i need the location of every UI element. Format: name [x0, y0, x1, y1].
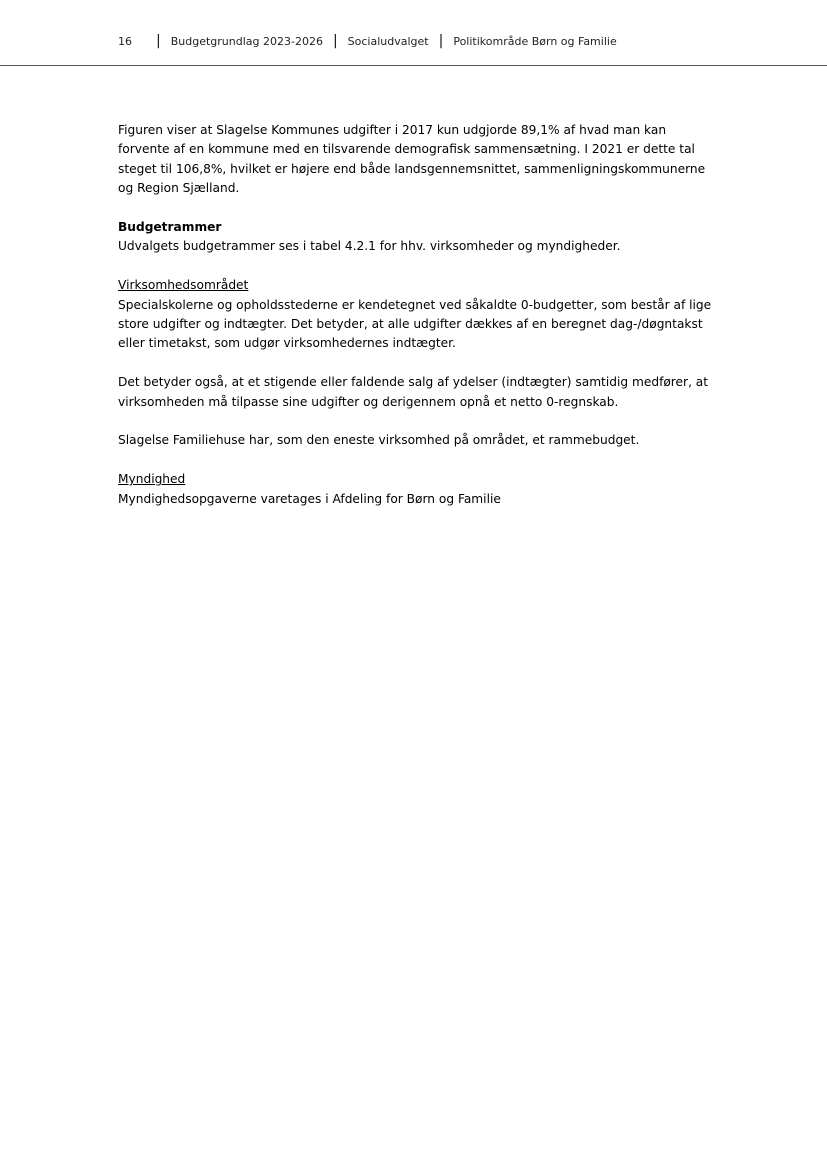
virksomhed-section	[118, 276, 718, 354]
virksomhed-paragraph-3: Slagelse Familiehuse har, som den eneste virksomhed på området, et rammebudget.	[118, 433, 640, 448]
myndighed-heading: Myndighed	[118, 472, 186, 487]
myndighed-text: Myndighedsopgaverne varetages i Afdeling for Børn og Familie	[118, 491, 501, 506]
header-row	[118, 35, 617, 48]
page-content	[118, 121, 718, 528]
budgetrammer-heading: Budgetrammer	[118, 220, 222, 235]
page-number: 16	[118, 35, 132, 48]
header-separator: |	[332, 33, 338, 49]
header-document-title: Budgetgrundlag 2023-2026	[170, 35, 323, 48]
virksomhed-paragraph-1: Specialskolerne og opholdsstederne er kendetegnet ved såkaldte 0-budgetter, som består af lige store udgifter og indtægter. Det betyder, at alle udgifter dækkes af en beregnet dag-/døgntakst eller timetakst, som udgør virksomhedernes indtægter.	[118, 297, 712, 351]
budgetrammer-section	[118, 218, 718, 257]
header-separator: |	[156, 33, 161, 49]
header-committee: Socialudvalget	[347, 35, 429, 48]
header-policy-area: Politikområde Børn og Familie	[453, 35, 617, 48]
intro-paragraph: Figuren viser at Slagelse Kommunes udgifter i 2017 kun udgjorde 89,1% af hvad man kan forvente af en kommune med en tilsvarende demografisk sammensætning. I 2021 er dette tal steget til 106,8%, hvilket er højere end både landsgennemsnittet, sammenligningskommunerne og Region Sjælland.	[118, 123, 706, 196]
myndighed-section	[118, 470, 718, 509]
header-separator: |	[438, 33, 444, 49]
page-header	[0, 0, 827, 66]
budgetrammer-text: Udvalgets budgetrammer ses i tabel 4.2.1 for hhv. virksomheder og myndigheder.	[118, 239, 621, 254]
virksomhed-paragraph-2: Det betyder også, at et stigende eller faldende salg af ydelser (indtægter) samtidig medfører, at virksomheden må tilpasse sine udgifter og derigennem opnå et netto 0-regnskab.	[118, 375, 709, 409]
virksomhed-heading: Virksomhedsområdet	[118, 278, 249, 293]
